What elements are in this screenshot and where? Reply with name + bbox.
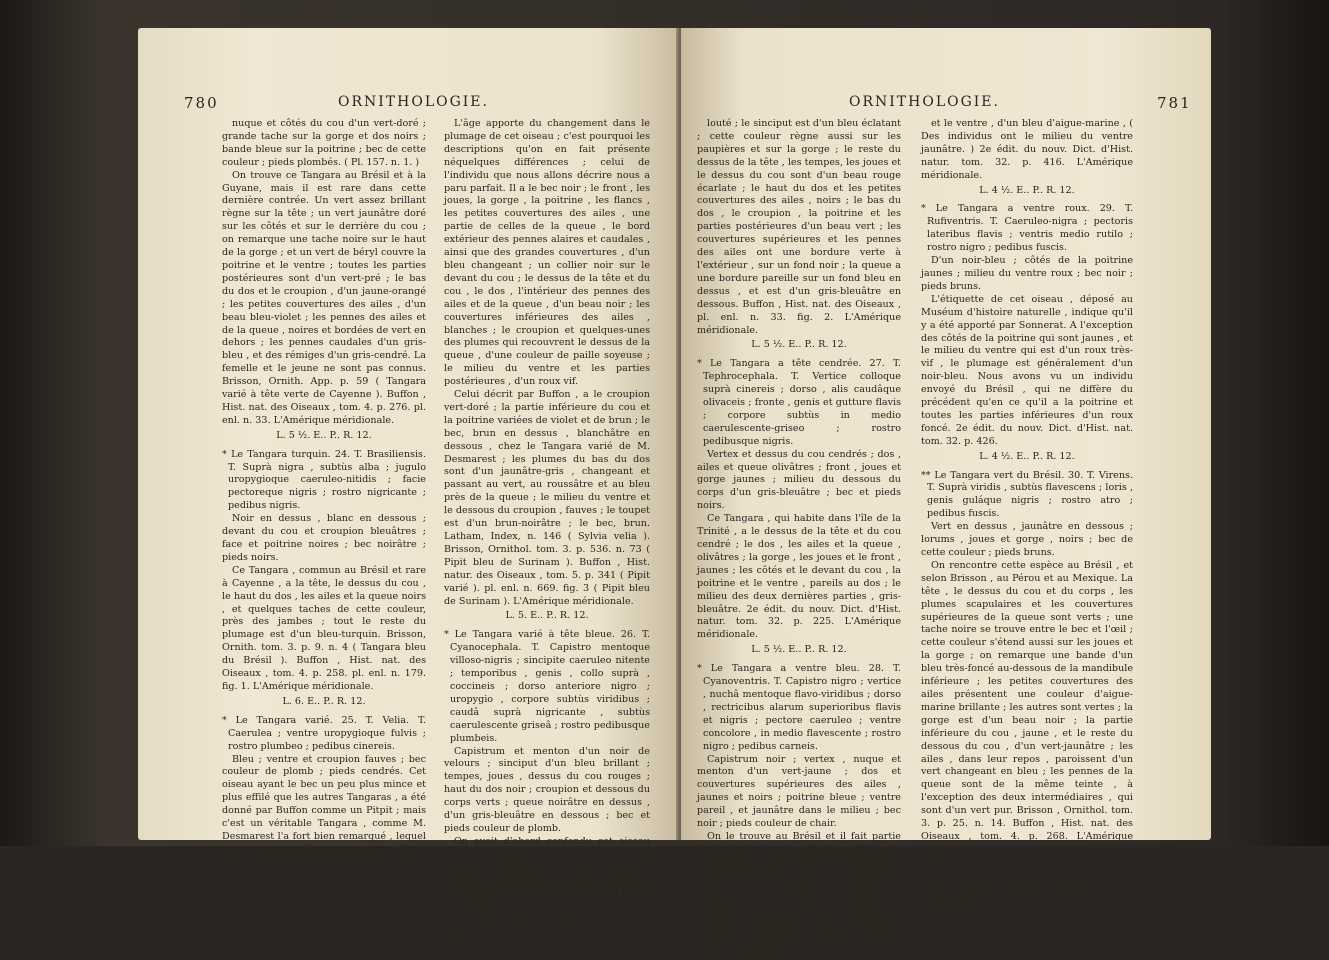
measurement-line: L. 5 ½. E.. P.. R. 12. — [276, 429, 372, 441]
measurement-line: L. 5 ½. E.. P.. R. 12. — [751, 339, 847, 351]
measurement-line: L. 5 ½. E.. P.. R. 12. — [751, 644, 847, 656]
paragraph: et le ventre , d'un bleu d'aigue-marine , ( Des individus ont le milieu du ventre jaunâtre. ) 2e édit. du nouv. Dict. d'Hist. natur. tom. 32. p. 416. L'Amérique méridionale. — [921, 118, 1133, 181]
paragraph: On le trouve au Brésil et il fait partie de la collection du Muséum d'histoire naturelle. Le capistrum et le milieu de la gorge sont noirs ; le menton , le dessus de la tête et la nuque d'un vert-jaune ; le manteau et les couvertures supérieures des ailes , jaunes et noirs ; les pennes alaires et caudales , de la dernière couleur et bordées en dehors de vert-jaune ; la poitrine — [697, 830, 901, 959]
species-entry-heading: * Le Tangara a ventre bleu. 28. T. Cyanoventris. T. Capistro nigro ; vertice , nuchâ mentoque flavo-viridibus ; dorso , rectricibus alarum superioribus flavis et nigris ; pectore caeruleo ; ventre concolore , in medio flavescente ; rostro nigro ; pedibus carneis. — [697, 663, 901, 752]
measurement-line: L. 6. E.. P.. R. 12. — [282, 695, 366, 707]
left-page-header — [138, 94, 678, 116]
paragraph: Capistrum noir ; vertex , nuque et menton d'un vert-jaune ; dos et couvertures supérieures des ailes , jaunes et noirs ; poitrine bleue ; ventre pareil , et jaunâtre dans le milieu ; bec noir ; pieds couleur de chair. — [697, 753, 901, 830]
paragraph: Le capistrum et le menton sont d'un noir ve- — [444, 913, 650, 938]
left-column-1 — [222, 118, 426, 870]
right-column-2 — [921, 118, 1133, 916]
right-page-number: 781 — [1157, 94, 1192, 112]
left-running-title: ORNITHOLOGIE. — [338, 94, 489, 110]
left-page — [138, 28, 678, 938]
paragraph: louté ; le sinciput est d'un bleu éclatant ; cette couleur règne aussi sur les paupières et sur la gorge ; le reste du dessus de la tête , les tempes, les joues et le dessus du cou sont d'un beau rouge écarlate ; le haut du dos et les petites couvertures des ailes , noirs ; le bas du dos , le croupion , la poitrine et les parties postérieures d'un beau vert ; les couvertures supérieures et les pennes des ailes ont une bordure verte à l'extérieur , sur un fond noir ; la queue a une bordure pareille sur un fond bleu en dessus , et est d'un gris-bleuâtre en dessous. Buffon , Hist. nat. des Oiseaux , pl. enl. n. 33. fig. 2. L'Amérique méridionale. — [697, 118, 901, 336]
paragraph: On trouve ce Tangara au Brésil et à la Guyane, mais il est rare dans cette dernière contrée. Un vert assez brillant règne sur la tête ; un vert jaunâtre doré sur les côtés et sur le derrière du cou ; on remarque une tache noire sur le haut de la gorge ; et un vert de béryl couvre la poitrine et le ventre ; toutes les parties postérieures sont d'un vert-pré ; le bas du dos et le croupion , d'un jaune-orangé ; les petites couvertures des ailes , d'un beau bleu-violet ; les pennes des ailes et de la queue , noires et bordées de vert en dehors ; les pennes caudales d'un gris-bleu , et des rémiges d'un gris-cendré. La femelle et le jeune ne sont pas connus. Brisson, Ornith. App. p. 59 ( Tangara varié à tête verte de Cayenne ). Buffon , Hist. nat. des Oiseaux , tom. 4. p. 276. pl. enl. n. 33. L'Amérique méridionale. — [222, 169, 426, 426]
species-entry-heading: ** Le Tangara vert du Brésil. 30. T. Virens. T. Suprà viridis , subtùs flavescens ; loris , genis guláque nigris ; rostro atro ; pedibus fuscis. — [921, 469, 1133, 520]
species-entry-heading: * Le Tangara varié à tête bleue. 26. T. Cyanocephala. T. Capistro mentoque villoso-nigris ; sincipite caeruleo nitente ; temporibus , genis , collo suprà , coccineis ; dorso anteriore nigro ; uropygio , corpore subtùs viridibus ; caudâ suprà nigricante , subtùs caerulescente griseâ ; rostro pedibusque plumbeis. — [444, 629, 650, 744]
measurement-line: L. 5. E.. P.. R. 12. — [505, 610, 589, 622]
paragraph: Celui décrit par Buffon , a le croupion vert-doré ; la partie inférieure du cou et la poitrine variées de violet et de brun ; le bec, brun en dessus , blanchâtre en dessous , chez le Tangara varié de M. Desmarest ; les plumes du bas du dos sont d'un jaunâtre-gris , changeant et passant au vert, au roussâtre et au bleu près de la queue ; le milieu du ventre et le dessous du croupion , fauves ; le toupet est d'un brun-noirâtre ; le bec, brun. Latham, Index, n. 146 ( Sylvia velia ). Brisson, Ornithol. tom. 3. p. 536. n. 73 ( Pipit bleu de Surinam ). Buffon , Hist. natur. des Oiseaux , tom. 5. p. 341 ( Pipit varié ). pl. enl. n. 669. fig. 3 ( Pipit bleu de Surinam ). L'Amérique méridionale. — [444, 389, 650, 607]
left-page-number: 780 — [184, 94, 219, 112]
species-entry-heading: * Le Tangara varié. 25. T. Velia. T. Caerulea ; ventre uropygioque fulvis ; rostro plumbeo ; pedibus cinereis. — [222, 714, 426, 752]
paragraph: Vert en dessus , jaunâtre en dessous ; lorums , joues et gorge , noirs ; bec de cette couleur ; pieds bruns. — [921, 521, 1133, 558]
paragraph: nuque et côtés du cou d'un vert-doré ; grande tache sur la gorge et dos noirs ; bande bleue sur la poitrine ; bec de cette couleur ; pieds plombés. ( Pl. 157. n. 1. ) — [222, 118, 426, 168]
measurement-line: L. 4 ½. E.. P.. R. 12. — [979, 184, 1075, 196]
species-entry-heading: * Le Tangara turquin. 24. T. Brasiliensis. T. Suprà nigra , subtùs alba ; jugulo uropygioque caeruleo-nitidis ; facie pectoreque nigris ; rostro nigricante ; pedibus nigris. — [222, 448, 426, 512]
measurement-line: L. 6. E.. P.. R. 12. — [985, 858, 1069, 870]
left-column-2 — [444, 118, 650, 939]
right-running-title: ORNITHOLOGIE. — [849, 94, 1000, 110]
species-entry-heading: * Le Tangara vert et bleu. 31. T. Chlorocyanea. T. Olivaceo-viridis ; gutture , collo , pec- — [921, 877, 1133, 915]
paragraph: Ce Tangara , qui habite dans l'île de la Trinité , a le dessus de la tête et du cou cendré ; le dos , les ailes et la queue , olivâtres ; la gorge , les joues et le front , jaunes ; les côtés et le devant du cou , la poitrine et le ventre , pareils au dos ; le milieu des deux dernières parties , gris-bleuâtre. 2e édit. du nouv. Dict. d'Hist. natur. tom. 32. p. 225. L'Amérique méridionale. — [697, 513, 901, 641]
right-page — [681, 28, 1211, 959]
paragraph: On avoit d'abord confondu cet oiseau avec le Tangara tricolor ; mais , mieux observé , on s'est assuré qu'il constituoit une espèce distincte , et une des plus belles de ce genre. On la trouve au Brésil et au Pérou. — [444, 835, 650, 912]
paragraph: Capistrum et menton d'un noir de velours ; sinciput d'un bleu brillant ; tempes, joues , dessus du cou rouges ; haut du dos noir ; croupion et dessous du corps verts ; queue noirâtre en dessus , d'un gris-bleuâtre en dessous ; bec et pieds couleur de plomb. — [444, 745, 650, 834]
paragraph: Noir en dessus , blanc en dessous ; devant du cou et croupion bleuâtres ; face et poitrine noires ; bec noirâtre ; pieds noirs. — [222, 513, 426, 563]
measurement-line: L. 4 ½. E.. P.. R. 12. — [979, 450, 1075, 462]
paragraph: L'étiquette de cet oiseau , déposé au Muséum d'histoire naturelle , indique qu'il y a été apporté par Sonnerat. A l'exception des côtés de la poitrine qui sont jaunes , et le milieu du ventre qui est d'un roux très-vif , le plumage est généralement d'un noir-bleu. Nous avons vu un individu envoyé du Brésil , qui ne diffère du précédent qu'en ce qu'il a la poitrine et toutes les parties inférieures d'un roux foncé. 2e édit. du nouv. Dict. d'Hist. nat. tom. 32. p. 426. — [921, 293, 1133, 447]
right-column-1 — [697, 118, 901, 960]
paragraph: Ce Tangara , commun au Brésil et rare à Cayenne , a la tête, le dessus du cou , le haut du dos , les ailes et la queue noirs , et quelques taches de cette couleur, près des jambes ; tout le reste du plumage est d'un bleu-turquin. Brisson, Ornith. tom. 3. p. 9. n. 4 ( Tangara bleu du Brésil ). Buffon , Hist. nat. des Oiseaux , tom. 4. p. 258. pl. enl. n. 179. fig. 1. L'Amérique méridionale. — [222, 564, 426, 692]
right-page-header — [681, 94, 1211, 116]
species-entry-heading: * Le Tangara a tête cendrée. 27. T. Tephrocephala. T. Vertice colloque suprà cinereis ; dorso , alis caudâque olivaceis ; fronte , genis et gutture flavis ; corpore subtùs in medio caerulescente-griseo ; rostro pedibusque nigris. — [697, 358, 901, 447]
paragraph: On rencontre cette espèce au Brésil , et selon Brisson , au Pérou et au Mexique. La tête , le dessus du cou et du corps , les plumes scapulaires et les couvertures supérieures de la queue sont verts ; une tache noire se trouve entre le bec et l'œil ; cette couleur s'étend aussi sur les joues et la gorge ; on remarque une bande d'un bleu très-foncé au-dessous de la mandibule inférieure ; les petites couvertures des ailes présentent une couleur d'aigue-marine brillante ; les autres sont vertes ; la gorge est d'un beau noir ; la partie inférieure du cou , jaune , et le reste du dessous du cou , d'un vert-jaunâtre ; les ailes , dans leur repos , paroissent d'un vert changeant en bleu ; les pennes de la queue sont de la même teinte , à l'exception des deux intermédiaires , qui sont d'un vert pur. Brisson , Ornithol. tom. 3. p. 25. n. 14. Buffon , Hist. nat. des Oiseaux , tom. 4. p. 268. L'Amérique méridionale. — [921, 559, 1133, 855]
paragraph: Vertex et dessus du cou cendrés ; dos , ailes et queue olivâtres ; front , joues et gorge jaunes ; milieu du dessous du corps d'un gris-bleuâtre ; bec et pieds noirs. — [697, 448, 901, 512]
paragraph: Bleu ; ventre et croupion fauves ; bec couleur de plomb ; pieds cendrés. Cet oiseau ayant le bec un peu plus mince et plus effilé que les autres Tangaras , a été donné par Buffon comme un Pitpit ; mais c'est un véritable Tangara , comme M. Desmarest l'a fort bien remarqué , lequel a le bec plus grêle que les autres. On le trouve à Cayenne et à Surinam. — [222, 753, 426, 868]
paragraph: L'âge apporte du changement dans le plumage de cet oiseau ; c'est pourquoi les descriptions qu'on en fait présente néquelques différences ; celui de l'individu que nous allons décrire nous a paru parfait. Il a le bec noir ; le front , les joues, la gorge , la poitrine , les flancs , les petites couvertures des ailes , une partie de celles de la queue , le bord extérieur des pennes alaires et caudales , ainsi que des grandes couvertures , d'un bleu changeant ; un collier noir sur le devant du cou ; le dessus de la tête et du cou , le dos , l'intérieur des pennes des ailes et de la queue , d'un beau noir ; les couvertures inférieures des ailes , blanches ; le croupion et quelques-unes des plumes qui recouvrent le dessus de la queue , d'une couleur de paille soyeuse ; le milieu du ventre et les parties postérieures , d'un roux vif. — [444, 118, 650, 388]
species-entry-heading: * Le Tangara a ventre roux. 29. T. Rufiventris. T. Caeruleo-nigra ; pectoris lateribus flavis ; ventris medio rutilo ; rostro nigro ; pedibus fuscis. — [921, 203, 1133, 254]
paragraph: D'un noir-bleu ; côtés de la poitrine jaunes ; milieu du ventre roux ; bec noir ; pieds bruns. — [921, 255, 1133, 292]
